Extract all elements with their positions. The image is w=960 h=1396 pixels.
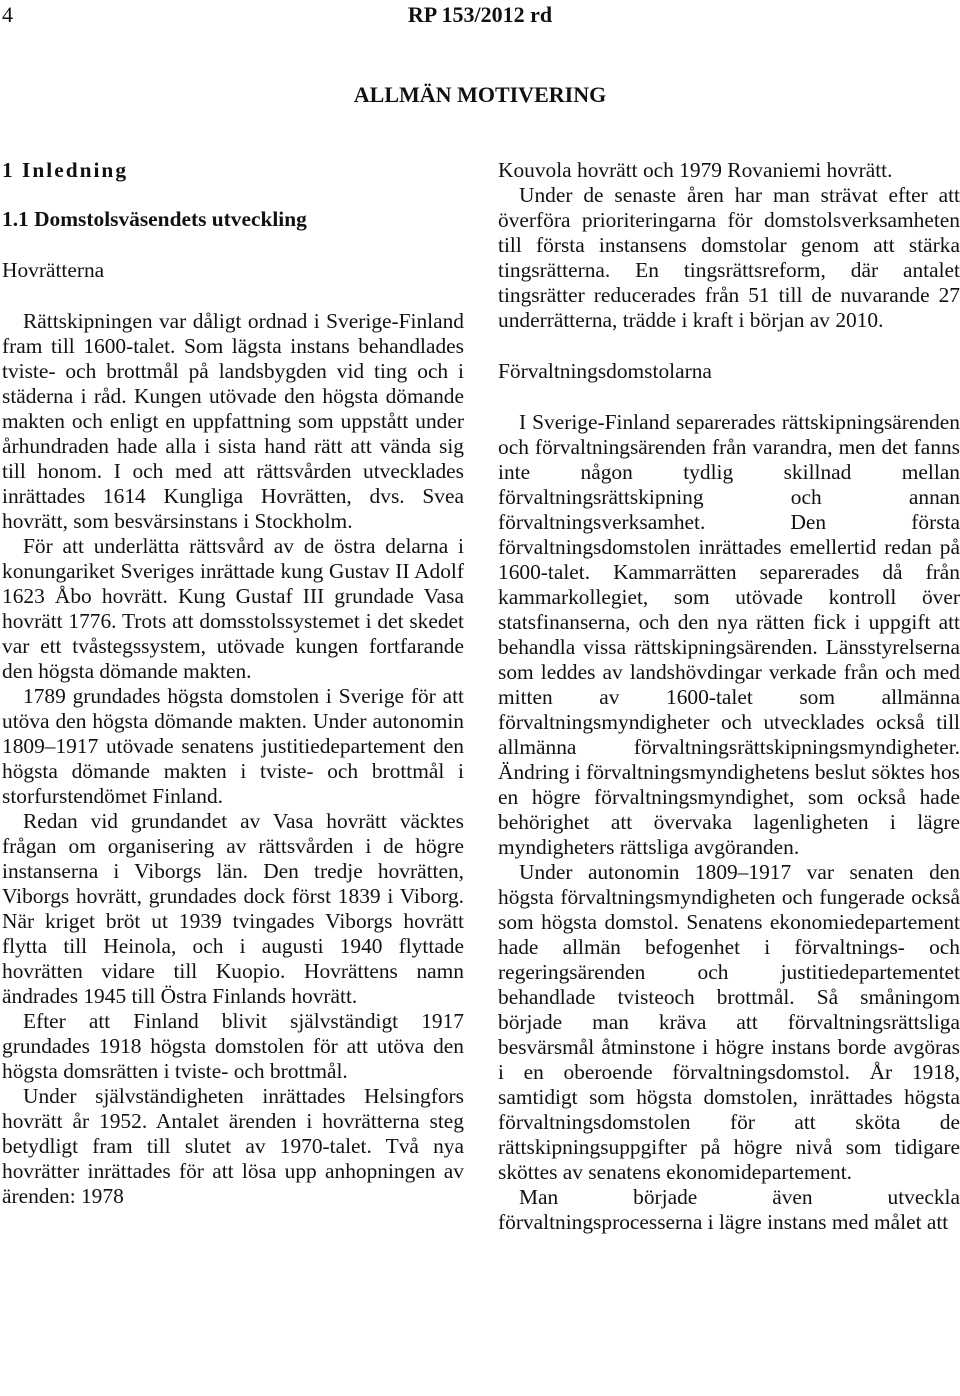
paragraph: Kouvola hovrätt och 1979 Rovaniemi hovrätt.: [498, 158, 893, 182]
document-title: RP 153/2012 rd: [407, 2, 553, 27]
paragraph: Man började även utveckla förvaltningsprocesserna i lägre instans med målet att: [498, 1185, 960, 1234]
paragraph: Under de senaste åren har man strävat efter att överföra prioriteringarna för domstolsverksamheten till första instansens domstolar genom att stärka tingsrätterna. En tingsrättsreform, där antalet tingsrätter reducerades från 51 till de nuvarande 27 underrätterna, trädde i kraft i början av 2010.: [498, 183, 960, 332]
section-heading: 1.1 Domstolsväsendets utveckling: [2, 207, 307, 231]
chapter-heading: 1 Inledning: [2, 158, 129, 182]
paragraph: Efter att Finland blivit självständigt 1917 grundades 1918 högsta domstolen för att utöva den högsta domsrätten i tviste- och brottmål.: [2, 1009, 464, 1083]
paragraph: Redan vid grundandet av Vasa hovrätt väcktes frågan om organisering av rättsvården i de högre instanserna i Viborgs län. Den tredje hovrätten, Viborgs hovrätt, grundades dock först 1839 i Viborg. När kriget bröt ut 1939 tvingades Viborgs hovrätt flytta till Heinola, och i augusti 1940 flyttade hovrätten vidare till Kuopio. Hovrättens namn ändrades 1945 till Östra Finlands hovrätt.: [2, 809, 464, 1008]
paragraph: 1789 grundades högsta domstolen i Sverige för att utöva den högsta dömande makten. Under autonomin 1809–1917 utövade senatens justitiedepartement den högsta dömande makten i tviste- och brottmål i storfurstendömet Finland.: [2, 684, 464, 808]
left-column: [2, 158, 464, 1209]
right-column: [498, 158, 960, 1235]
main-heading: ALLMÄN MOTIVERING: [353, 82, 607, 107]
paragraph: För att underlätta rättsvård av de östra delarna i konungariket Sveriges inrättade kung Gustav II Adolf 1623 Åbo hovrätt. Kung Gustaf III grundade Vasa hovrätt 1776. Trots att domsstolssystemet i det skedet var ett tvåstegssystem, utövade kungen fortfarande den högsta dömande makten.: [2, 534, 464, 683]
subheading-hovratterna: Hovrätterna: [2, 258, 105, 282]
paragraph: I Sverige-Finland separerades rättskipningsärenden och förvaltningsärenden från varandra, men det fanns inte någon tydlig skillnad mellan förvaltningsrättskipning och annan förvaltningsverksamhet. Den första förvaltningsdomstolen inrättades emellertid redan på 1600-talet. Kammarrätten separerades då från kammarkollegiet, som utövade kontroll över statsfinanserna, och den nya rätten fick i uppgift att behandla vissa rättskipningsärenden. Länsstyrelserna som leddes av landshövdingar verkade från och med mitten av 1600-talet som allmänna förvaltningsmyndigheter och utvecklades också till allmänna förvaltningsrättskipningsmyndigheter. Ändring i förvaltningsmyndighetens beslut söktes hos en högre förvaltningsmyndighet, som också hade behörighet att övervaka lagenligheten i lägre myndigheters rättsliga avgöranden.: [498, 410, 960, 859]
page-number: 4: [2, 2, 13, 27]
paragraph: Under självständigheten inrättades Helsingfors hovrätt år 1952. Antalet ärenden i hovrätterna steg betydligt fram till slutet av 1970-talet. Två nya hovrätter inrättades för att lösa upp anhopningen av ärenden: 1978: [2, 1084, 464, 1208]
paragraph: Rättskipningen var dåligt ordnad i Sverige-Finland fram till 1600-talet. Som lägsta instans behandlades tviste- och brottmål på landsbygden vid ting och i städerna i råd. Kungen utövade den högsta dömande makten och enligt en uppfattning som uppstått under århundraden hade alla i sista hand rätt att vända sig till honom. I och med att rättsvården utvecklades inrättades 1614 Kungliga Hovrätten, dvs. Svea hovrätt, som besvärsinstans i Stockholm.: [2, 309, 464, 533]
paragraph: Under autonomin 1809–1917 var senaten den högsta förvaltningsmyndigheten och fungerade också som högsta domstol. Senatens ekonomiedepartement hade allmän befogenhet i förvaltnings- och regeringsärenden och justitiedepartementet behandlade tvisteoch brottmål. Så småningom började man kräva att förvaltningsrättsliga besvärsmål åtminstone i högre instans borde avgöras i en oberoende förvaltningsdomstol. År 1918, samtidigt som högsta domstolen, inrättades högsta förvaltningsdomstolen för att sköta de rättskipningsuppgifter på högre nivå som tidigare sköttes av senatens ekonomidepartement.: [498, 860, 960, 1184]
subheading-forvaltningsdomstolarna: Förvaltningsdomstolarna: [498, 359, 712, 383]
